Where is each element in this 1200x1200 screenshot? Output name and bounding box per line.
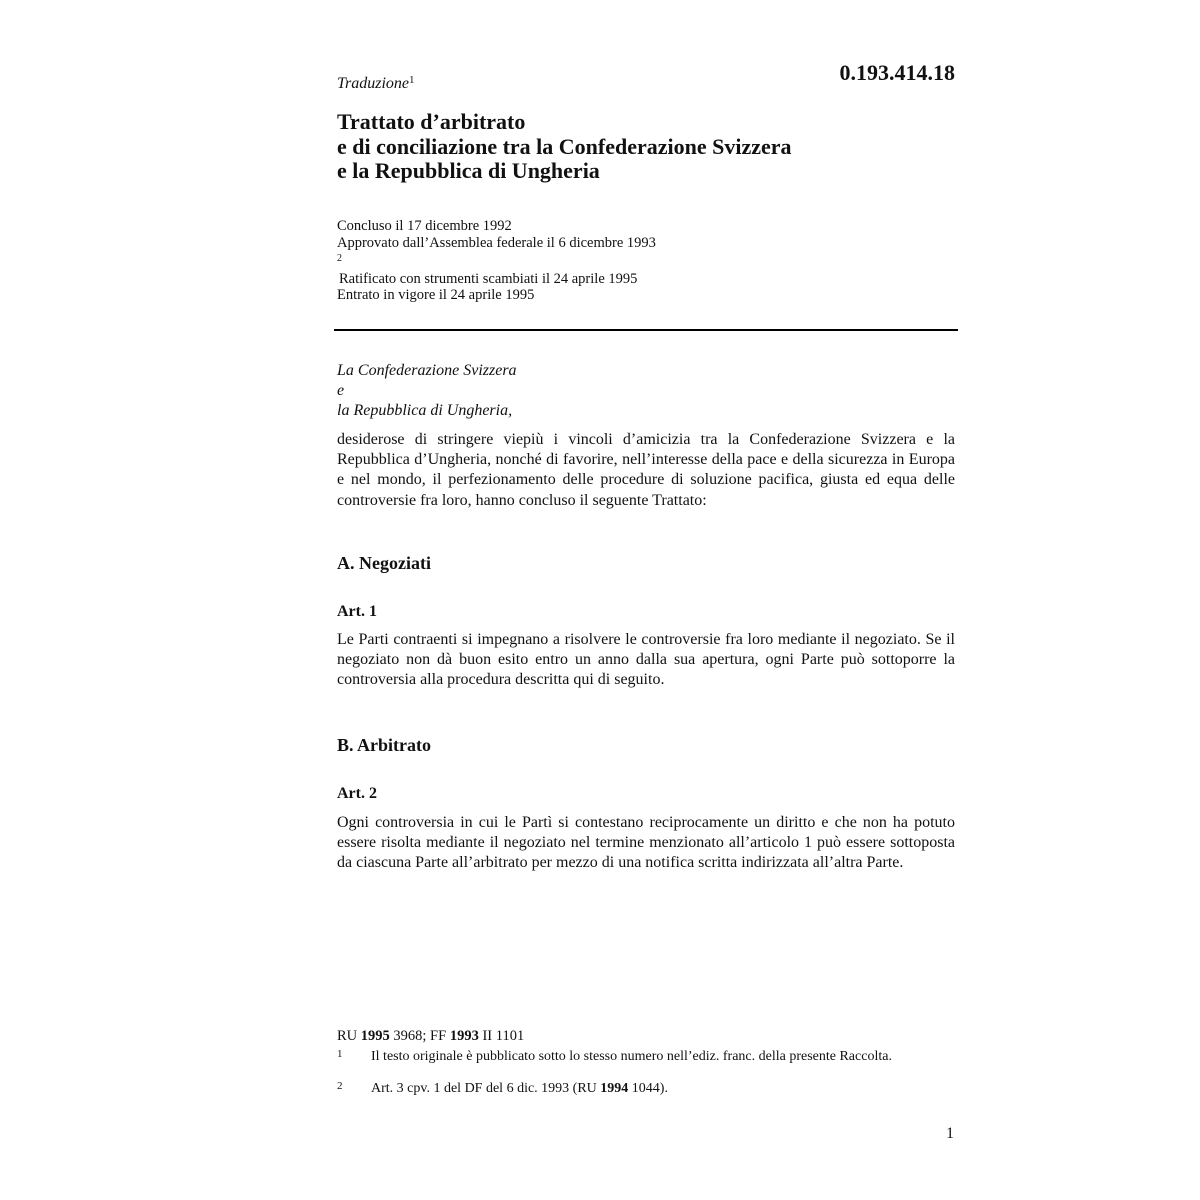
preamble-paragraph: desiderose di stringere viepiù i vincoli d’amicizia tra la Confederazione Svizzera e la Repubblica d’Ungheria, nonché di favorire, nell’interesse della pace e della sicurezza in Europa e nel mondo, il perfezionamento delle procedure di soluzione pacifica, giusta ed equa delle controversie fra loro, hanno concluso il seguente Trattato: bbox=[337, 431, 955, 509]
in-force-date: Entrato in vigore il 24 aprile 1995 bbox=[337, 287, 535, 303]
source-reference bbox=[337, 1028, 524, 1045]
party-conjunction: e bbox=[337, 382, 345, 399]
treaty-title bbox=[337, 110, 977, 184]
ratified-date: Ratificato con strumenti scambiati il 24 aprile 1995 bbox=[339, 270, 638, 287]
approved-date bbox=[337, 235, 656, 271]
footnote-2-number: 2 bbox=[337, 1080, 343, 1092]
ff-year: 1993 bbox=[449, 1028, 479, 1044]
footnote-2-year: 1994 bbox=[600, 1081, 629, 1096]
footnote-1 bbox=[337, 1049, 937, 1065]
translation-label bbox=[337, 74, 415, 93]
ru-year: 1995 bbox=[360, 1028, 390, 1044]
footnote-2-text-after: 1044). bbox=[631, 1081, 668, 1096]
footnote-2-text-before: Art. 3 cpv. 1 del DF del 6 dic. 1993 (RU bbox=[371, 1081, 597, 1096]
document-number: 0.193.414.18 bbox=[839, 60, 955, 85]
article-1-heading: Art. 1 bbox=[337, 603, 377, 620]
footnote-1-text: Il testo originale è pubblicato sotto lo stesso numero nell’ediz. franc. della presente Raccolta. bbox=[371, 1049, 892, 1064]
ru-page: 3968; FF bbox=[393, 1028, 447, 1044]
party-2: la Repubblica di Ungheria, bbox=[337, 402, 513, 419]
section-heading-negoziati: A. Negoziati bbox=[337, 553, 431, 573]
footnote-ref-1[interactable]: 1 bbox=[409, 74, 415, 86]
footnote-2-text bbox=[371, 1081, 937, 1097]
treaty-dates bbox=[337, 218, 656, 304]
section-heading-arbitrato: B. Arbitrato bbox=[337, 735, 431, 755]
title-line-3: e la Repubblica di Ungheria bbox=[337, 158, 600, 183]
article-2-heading: Art. 2 bbox=[337, 785, 377, 802]
ff-reference: II 1101 bbox=[482, 1028, 525, 1044]
footnote-2 bbox=[337, 1081, 937, 1097]
article-2-text: Ogni controversia in cui le Partì si contestano reciprocamente un diritto e che non ha potuto essere risolta mediante il negoziato nel termine menzionato all’articolo 1 può essere sottoposta da ciascuna Parte all’arbitrato per mezzo di una notifica scritta indirizzata all’altra Parte. bbox=[337, 814, 955, 872]
translation-text: Traduzione bbox=[337, 75, 410, 92]
footnote-ref-2[interactable]: 2 bbox=[337, 253, 342, 264]
page-number: 1 bbox=[946, 1125, 954, 1142]
footnote-1-number: 1 bbox=[337, 1048, 343, 1060]
concluded-date: Concluso il 17 dicembre 1992 bbox=[337, 218, 512, 234]
party-1: La Confederazione Svizzera bbox=[337, 362, 517, 379]
title-line-2: e di conciliazione tra la Confederazione Svizzera bbox=[337, 133, 792, 159]
title-line-1: Trattato d’arbitrato bbox=[337, 109, 526, 134]
article-1-text: Le Parti contraenti si impegnano a risolvere le controversie fra loro mediante il negoziato. Se il negoziato non dà buon esito entro un anno dalla sua apertura, ogni Parte può sottoporre la controversia alla procedura descritta qui di seguito. bbox=[337, 631, 955, 689]
horizontal-divider bbox=[334, 329, 958, 331]
approved-text: Approvato dall’Assemblea federale il 6 dicembre 1993 bbox=[337, 234, 656, 251]
contracting-parties bbox=[337, 361, 517, 421]
ru-label: RU bbox=[337, 1028, 358, 1044]
